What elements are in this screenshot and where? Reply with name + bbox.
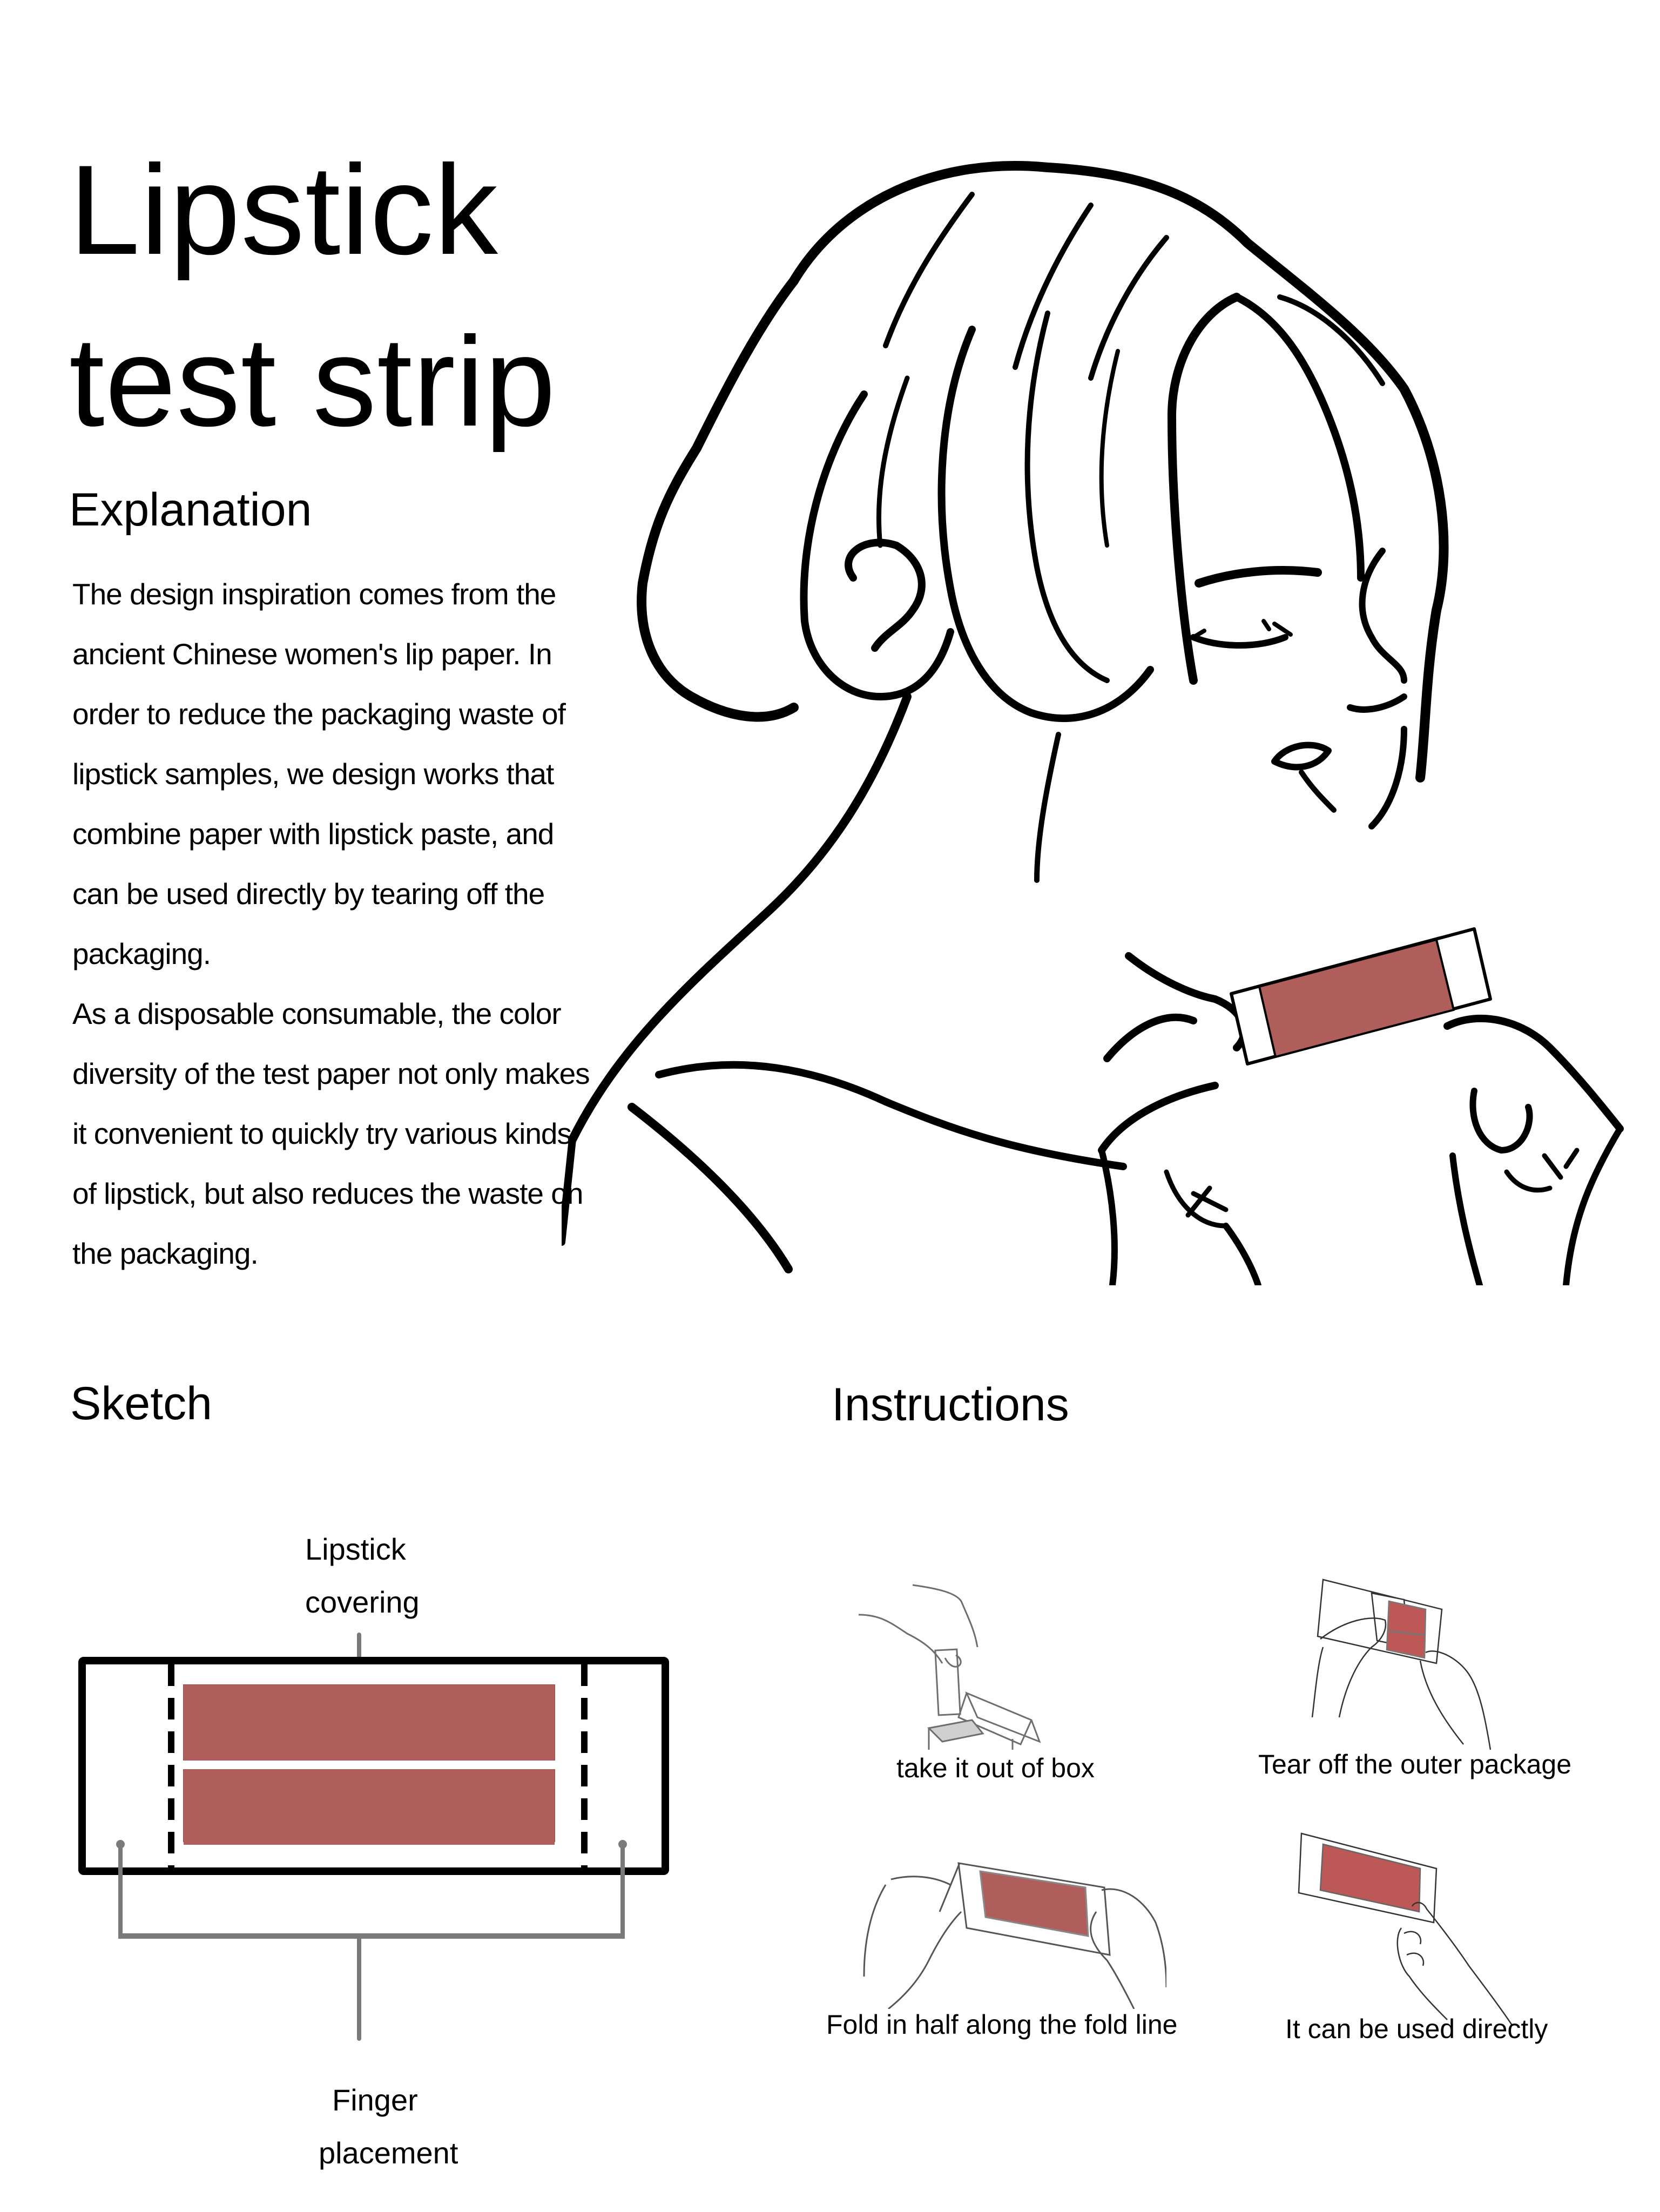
explanation-line: of lipstick, but also reduces the waste on xyxy=(72,1177,583,1210)
hands-tearing-package-icon xyxy=(1264,1555,1555,1761)
strip-in-hand xyxy=(1231,929,1490,1064)
finger-placement-label xyxy=(319,2074,458,2180)
title-line-2: test strip xyxy=(69,311,556,453)
instruction-caption: take it out of box xyxy=(896,1753,1095,1783)
hero-illustration xyxy=(562,135,1636,1285)
hands-folding-strip-icon xyxy=(832,1847,1166,2009)
explanation-line: lipstick samples, we design works that xyxy=(72,757,554,791)
explanation-line: The design inspiration comes from the xyxy=(72,577,556,611)
sketch-heading: Sketch xyxy=(70,1378,212,1429)
instruction-step-3 xyxy=(832,1847,1166,2009)
instruction-step-1 xyxy=(848,1555,1129,1750)
lipstick-blocks-icon xyxy=(70,1523,686,1901)
explanation-line: can be used directly by tearing off the xyxy=(72,877,545,911)
explanation-line: combine paper with lipstick paste, and xyxy=(72,817,554,851)
hand-taking-strip-from-box-icon xyxy=(848,1555,1129,1750)
explanation-line: As a disposable consumable, the color xyxy=(72,997,561,1030)
page-title xyxy=(69,124,556,468)
instruction-caption: Fold in half along the fold line xyxy=(826,2009,1178,2040)
explanation-line: diversity of the test paper not only makes xyxy=(72,1057,590,1090)
explanation-line: packaging. xyxy=(72,937,211,970)
explanation-line: the packaging. xyxy=(72,1237,258,1270)
hand-holding-strip-icon xyxy=(1285,1825,1544,2031)
label-line: covering xyxy=(305,1585,420,1619)
instructions-heading: Instructions xyxy=(832,1379,1069,1431)
explanation-line: ancient Chinese women's lip paper. In xyxy=(72,637,552,671)
explanation-line: it convenient to quickly try various kinds xyxy=(72,1117,571,1150)
instruction-caption: It can be used directly xyxy=(1285,2014,1548,2044)
label-line: placement xyxy=(319,2136,458,2170)
instruction-step-2 xyxy=(1264,1555,1555,1761)
woman-illustration-icon xyxy=(562,135,1636,1285)
instruction-caption: Tear off the outer package xyxy=(1258,1749,1572,1779)
explanation-heading: Explanation xyxy=(69,484,312,536)
title-line-1: Lipstick xyxy=(69,139,498,281)
explanation-line: order to reduce the packaging waste of xyxy=(72,697,565,731)
instruction-step-4 xyxy=(1285,1825,1544,2031)
explanation-body xyxy=(72,564,612,1284)
label-line: Finger xyxy=(332,2083,418,2117)
label-line: Lipstick xyxy=(305,1532,406,1566)
